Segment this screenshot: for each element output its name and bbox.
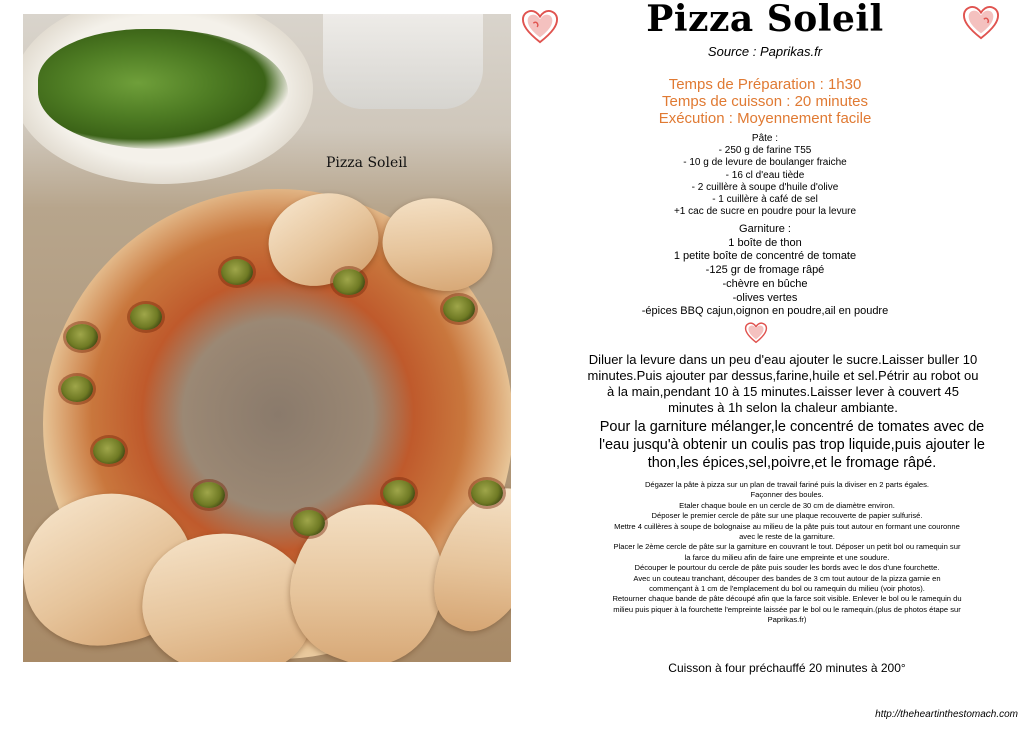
step-line: Avec un couteau tranchant, découper des bandes de 3 cm tout autour de la pizza garnie en commençant à 1 cm de l'emplacement du bol ou ramequin du milieu (voir photos).: [633, 573, 941, 594]
topping-ingredients: [520, 223, 1010, 319]
heart-icon: [744, 322, 768, 344]
step-line: Dégazer la pâte à pizza sur un plan de travail fariné puis la diviser en 2 parts égales.: [644, 480, 930, 489]
topping-instructions: Pour la garniture mélanger,le concentré de tomates avec de l'eau jusqu'à obtenir un coulis pas trop liquide,puis ajouter le thon,les épices,sel,poivre,et le fromage râpé.: [598, 419, 985, 471]
assembly-steps: [612, 480, 962, 626]
difficulty: Exécution : Moyennement facile: [658, 110, 872, 127]
garniture-item: 1 boîte de thon: [728, 236, 802, 249]
ingredients-heading: Pâte :: [751, 133, 779, 144]
olive: [66, 324, 98, 350]
step-line: Mettre 4 cuillères à soupe de bolognaise au milieu de la pâte puis tout autour en formant une couronne avec le reste de la garniture.: [614, 521, 960, 542]
garniture-item: 1 petite boîte de concentré de tomate: [673, 250, 857, 263]
garniture-heading: Garniture :: [739, 223, 791, 235]
olive: [293, 510, 325, 536]
olive: [93, 438, 125, 464]
photo-caption: Pizza Soleil: [326, 155, 408, 171]
step-line: Façonner des boules.: [750, 490, 824, 500]
footer-url[interactable]: http://theheartinthestomach.com: [875, 709, 1018, 720]
recipe-photo: [23, 14, 511, 662]
water-glass: [323, 14, 483, 109]
recipe-times: [520, 76, 1010, 127]
ingredient-item: +1 cac de sucre en poudre pour la levure: [673, 206, 857, 218]
cook-time: Temps de cuisson : 20 minutes: [662, 93, 868, 110]
step-line: Placer le 2ème cercle de pâte sur la garniture en couvrant le tout. Déposer un petit bol ou ramequin sur la farce du milieu afin de faire une empreinte et une soudure.: [613, 542, 961, 562]
ingredient-item: - 16 cl d'eau tiède: [725, 169, 805, 181]
step-line: Etaler chaque boule en un cercle de 30 cm de diamètre environ.: [679, 500, 895, 510]
olive: [61, 376, 93, 402]
ingredient-item: - 2 cuillère à soupe d'huile d'olive: [691, 181, 839, 193]
olive: [443, 296, 475, 322]
salad-greens: [38, 29, 288, 149]
recipe-title: Pizza Soleil: [646, 0, 884, 40]
garniture-item: -125 gr de fromage râpé: [705, 264, 825, 277]
step-line: Retourner chaque bande de pâte découpé afin que la farce soit visible. Enlever le bol ou le ramequin du milieu puis piquer à la fourchette l'empreinte laissée par le bol ou le ramequin.(plus de photos étape sur Paprikas.fr): [612, 594, 962, 625]
garniture-item: -olives vertes: [732, 291, 798, 304]
baking-instruction: Cuisson à four préchauffé 20 minutes à 200°: [668, 661, 906, 675]
dough-instructions: Diluer la levure dans un peu d'eau ajouter le sucre.Laisser buller 10 minutes.Puis ajouter par dessus,farine,huile et sel.Pétrir au robot ou à la main,pendant 10 à 15 minutes.Laisser lever à couvert 45 minutes à 1h selon la chaleur ambiante.: [587, 352, 979, 415]
olive: [193, 482, 225, 508]
step-line: Déposer le premier cercle de pâte sur une plaque recouverte de papier sulfurisé.: [651, 511, 923, 521]
dough-ingredients: [520, 133, 1010, 218]
olive: [221, 259, 253, 285]
prep-time: Temps de Préparation : 1h30: [668, 76, 862, 93]
ingredient-item: - 10 g de levure de boulanger fraiche: [683, 157, 847, 169]
ingredient-item: - 1 cuillère à café de sel: [712, 194, 818, 206]
olive: [130, 304, 162, 330]
olive: [383, 480, 415, 506]
garniture-item: -chèvre en bûche: [722, 277, 808, 290]
olive: [471, 480, 503, 506]
recipe-source: Source : Paprikas.fr: [707, 44, 823, 59]
ingredient-item: - 250 g de farine T55: [718, 145, 812, 157]
step-line: Découper le pourtour du cercle de pâte puis souder les bords avec le dos d'une fourchette.: [634, 563, 940, 573]
olive: [333, 269, 365, 295]
garniture-item: -épices BBQ cajun,oignon en poudre,ail en poudre: [641, 305, 889, 318]
